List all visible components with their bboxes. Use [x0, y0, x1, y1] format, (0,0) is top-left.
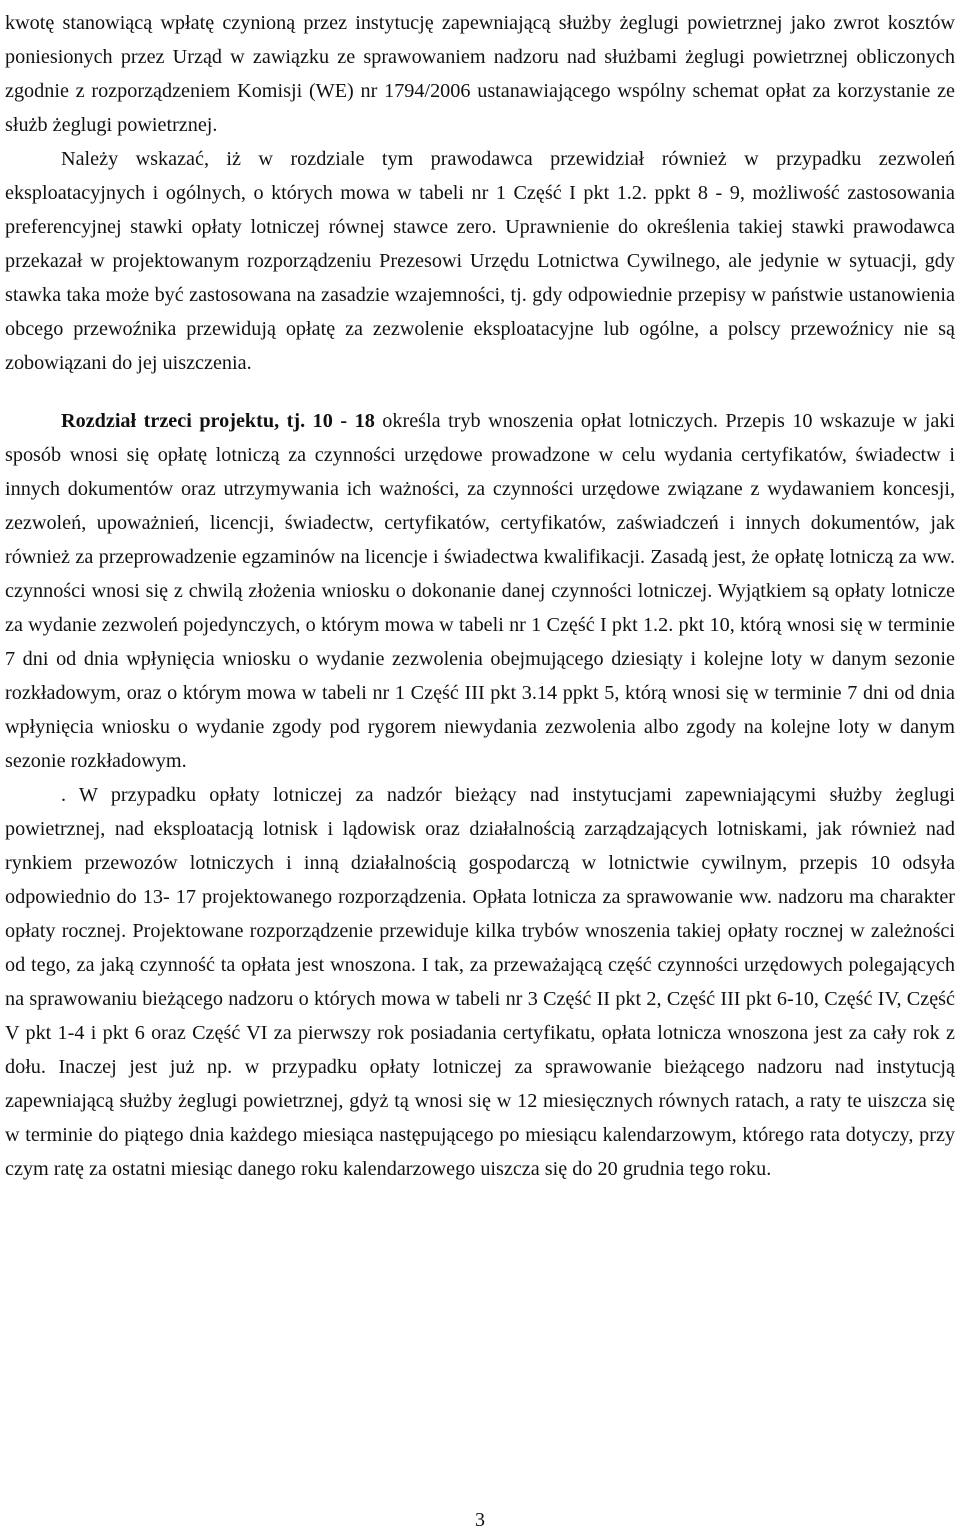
chapter-three-text: określa tryb wnoszenia opłat lotniczych. Przepis 10 wskazuje w jaki sposób wnosi się opłatę lotniczą za czynności urzędowe prowadzone w celu wydania certyfikatów, świadectw i innych dokumentów oraz utrzymywania ich ważności, za czynności urzędowe związane z wydawaniem koncesji, zezwoleń, upoważnień, licencji, świadectw, certyfikatów, certyfikatów, zaświadczeń i innych dokumentów, jak również za przeprowadzenie egzaminów na licencje i świadectwa kwalifikacji. Zasadą jest, że opłatę lotniczą za ww. czynności wnosi się z chwilą złożenia wniosku o dokonanie danej czynności lotniczej. Wyjątkiem są opłaty lotnicze za wydanie zezwoleń pojedynczych, o którym mowa w tabeli nr 1 Część I pkt 1.2. pkt 10, którą wnosi się w terminie 7 dni od dnia wpłynięcia wniosku o wydanie zezwolenia obejmującego dziesiąty i kolejne loty w danym sezonie rozkładowym, oraz o którym mowa w tabeli nr 1 Część III pkt 3.14 ppkt 5, którą wnosi się w terminie 7 dni od dnia wpłynięcia wniosku o wydanie zgody pod rygorem niewydania zezwolenia albo zgody na kolejne loty w danym sezonie rozkładowym. — [5, 410, 956, 772]
paragraph-zero-rate: Należy wskazać, iż w rozdziale tym prawodawca przewidział również w przypadku zezwoleń eksploatacyjnych i ogólnych, o których mowa w tabeli nr 1 Część I pkt 1.2. ppkt 8 - 9, możliwość zastosowania preferencyjnej stawki opłaty lotniczej równej stawce zero. Uprawnienie do określenia takiej stawki prawodawca przekazał w projektowanym rozporządzeniu Prezesowi Urzędu Lotnictwa Cywilnego, ale jedynie w sytuacji, gdy stawka taka może być zastosowana na zasadzie wzajemności, tj. gdy odpowiednie przepisy w państwie ustanowienia obcego przewoźnika przewidują opłatę za zezwolenie eksploatacyjne lub ogólne, a polscy przewoźnicy nie są zobowiązani do jej uiszczenia. — [5, 148, 955, 374]
paragraph-continuation: kwotę stanowiącą wpłatę czynioną przez instytucję zapewniającą służby żeglugi powietrznej jako zwrot kosztów poniesionych przez Urząd w zawiązku ze sprawowaniem nadzoru nad służbami żeglugi powietrznej obliczonych zgodnie z rozporządzeniem Komisji (WE) nr 1794/2006 ustanawiającego wspólny schemat opłat za korzystanie ze służb żeglugi powietrznej. — [5, 12, 955, 136]
chapter-three-heading: Rozdział trzeci projektu, tj. 10 - 18 — [61, 410, 375, 432]
paragraph-supervision-fee: . W przypadku opłaty lotniczej za nadzór bieżący nad instytucjami zapewniającymi służby żeglugi powietrznej, nad eksploatacją lotnisk i lądowisk oraz działalnością zarządzających lotniskami, jak również nad rynkiem przewozów lotniczych i inną działalnością gospodarczą w lotnictwie cywilnym, przepis 10 odsyła odpowiednio do 13- 17 projektowanego rozporządzenia. Opłata lotnicza za sprawowanie ww. nadzoru ma charakter opłaty rocznej. Projektowane rozporządzenie przewiduje kilka trybów wnoszenia takiej opłaty rocznej w zależności od tego, za jaką czynność ta opłata jest wnoszona. I tak, za przeważającą część czynności urzędowych polegających na sprawowaniu bieżącego nadzoru o których mowa w tabeli nr 3 Część II pkt 2, Część III pkt 6-10, Część IV, Część V pkt 1-4 i pkt 6 oraz Część VI za pierwszy rok posiadania certyfikatu, opłata lotnicza wnoszona jest za cały rok z dołu. Inaczej jest już np. w przypadku opłaty lotniczej za sprawowanie bieżącego nadzoru nad instytucją zapewniającą służby żeglugi powietrznej, gdyż tą wnosi się w 12 miesięcznych równych ratach, a raty te uiszcza się w terminie do piątego dnia każdego miesiąca następującego po miesiącu kalendarzowym, którego rata dotyczy, przy czym ratę za ostatni miesiąc danego roku kalendarzowego uiszcza się do 20 grudnia tego roku. — [5, 784, 955, 1180]
page-number: 3 — [475, 1509, 485, 1531]
paragraph-chapter-three — [5, 404, 955, 778]
document-page — [5, 0, 955, 1186]
